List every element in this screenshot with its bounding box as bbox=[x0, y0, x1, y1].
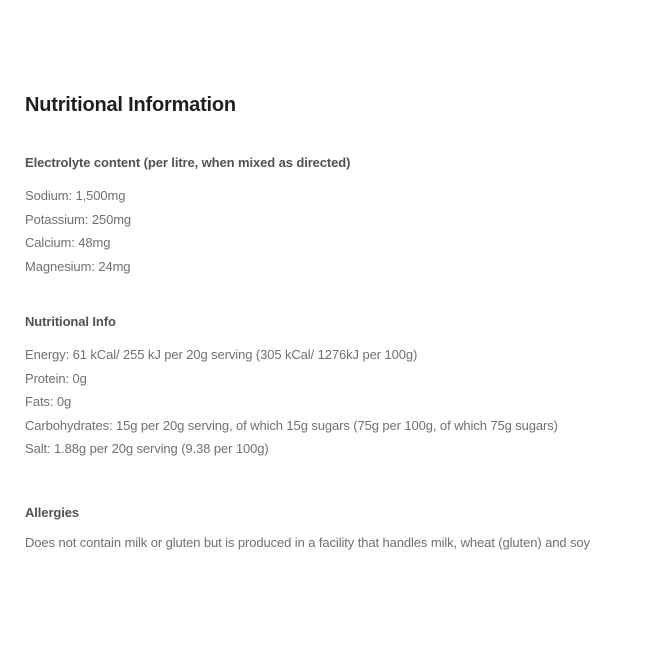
section-nutritional-info bbox=[25, 313, 625, 459]
page-title: Nutritional Information bbox=[25, 94, 236, 116]
electrolyte-line-sodium: Sodium: 1,500mg bbox=[25, 188, 126, 203]
electrolyte-line-calcium: Calcium: 48mg bbox=[25, 235, 111, 250]
nutrition-line-energy: Energy: 61 kCal/ 255 kJ per 20g serving (305 kCal/ 1276kJ per 100g) bbox=[25, 347, 418, 362]
nutrition-line-protein: Protein: 0g bbox=[25, 370, 87, 386]
electrolyte-content-heading: Electrolyte content (per litre, when mixed as directed) bbox=[25, 155, 351, 170]
nutrition-line-carbohydrates: Carbohydrates: 15g per 20g serving, of which 15g sugars (75g per 100g, of which 75g sugars) bbox=[25, 417, 558, 433]
nutritional-info-heading: Nutritional Info bbox=[25, 314, 116, 329]
allergies-heading: Allergies bbox=[25, 505, 80, 520]
electrolyte-line-potassium: Potassium: 250mg bbox=[25, 211, 132, 227]
nutrition-line-salt: Salt: 1.88g per 20g serving (9.38 per 100g) bbox=[25, 441, 269, 456]
electrolyte-line-magnesium: Magnesium: 24mg bbox=[25, 258, 131, 274]
section-allergies bbox=[25, 504, 625, 553]
allergies-statement: Does not contain milk or gluten but is produced in a facility that handles milk, wheat (gluten) and soy bbox=[25, 535, 590, 550]
nutrition-line-fats: Fats: 0g bbox=[25, 394, 72, 409]
section-electrolyte-content bbox=[25, 154, 625, 277]
